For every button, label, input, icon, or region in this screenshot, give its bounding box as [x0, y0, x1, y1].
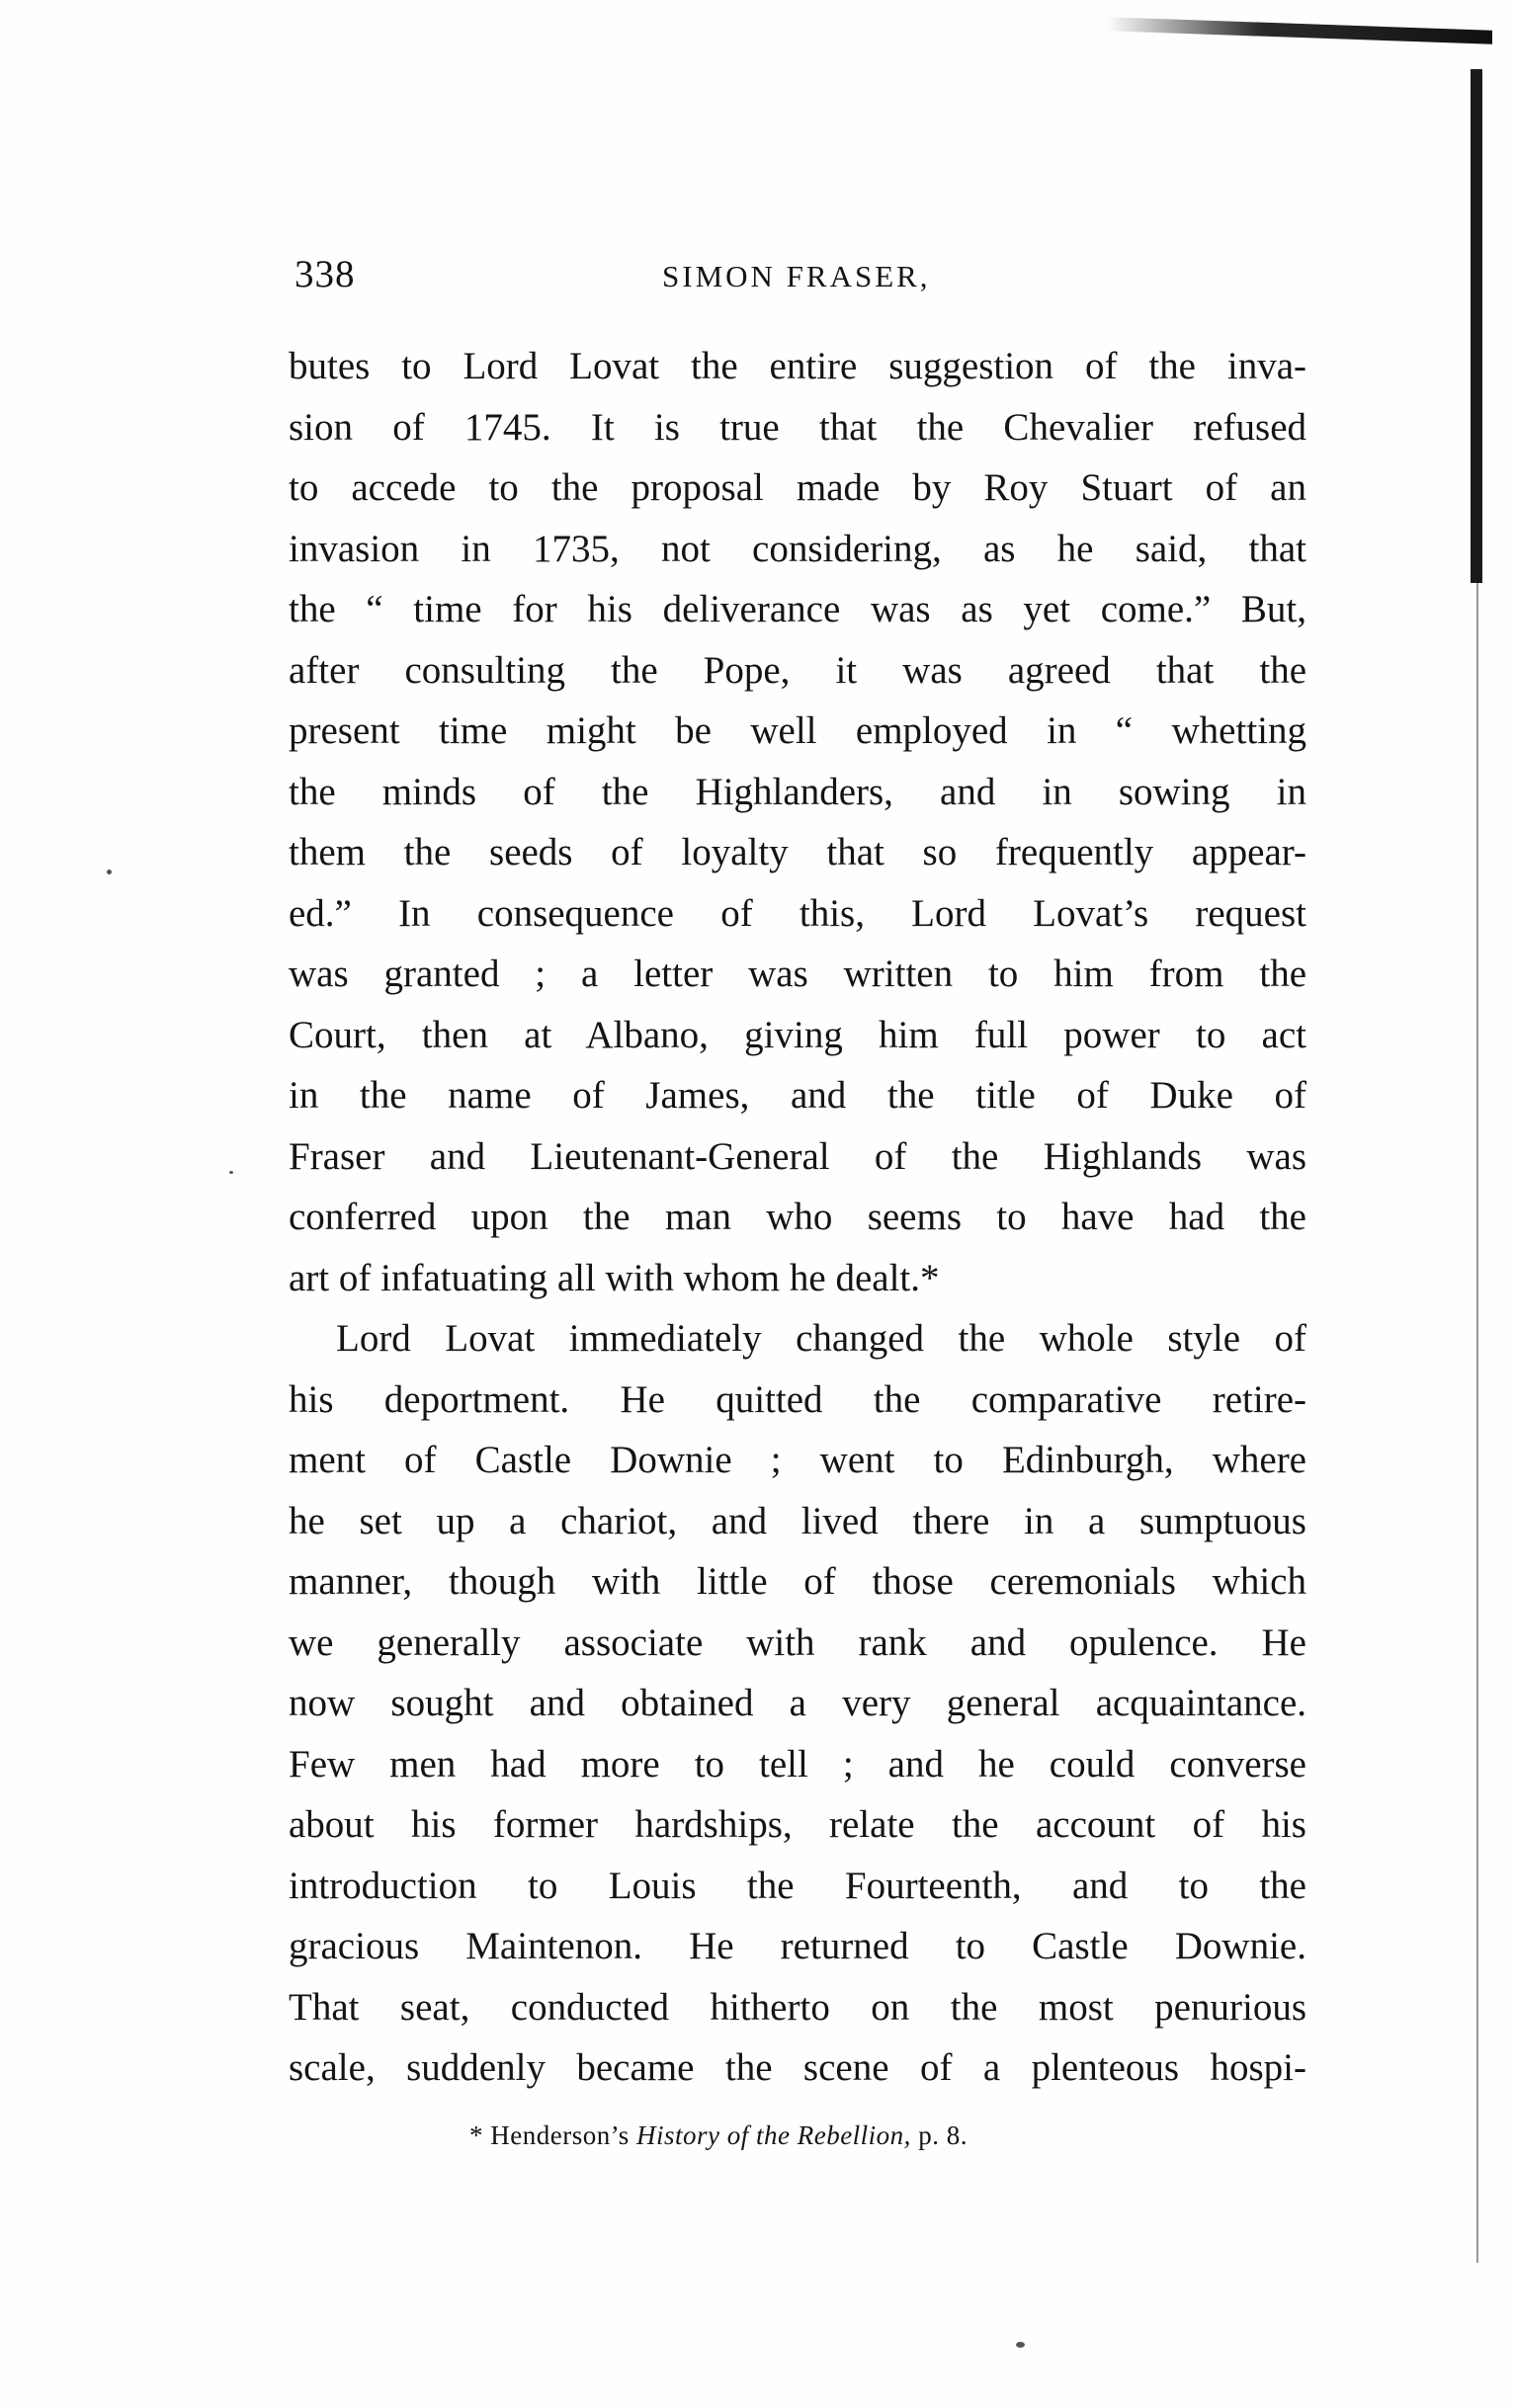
- text-line: ed.” In consequence of this, Lord Lovat’s request: [289, 891, 1306, 935]
- page-number: 338: [295, 253, 356, 295]
- text-line: Few men had more to tell ; and he could converse: [289, 1742, 1306, 1785]
- scan-speck: [229, 1171, 233, 1174]
- footnote-title: History of the Rebellion,: [635, 2120, 911, 2150]
- scan-speck: [1016, 2342, 1025, 2348]
- text-line: to accede to the proposal made by Roy Stuart of an: [289, 466, 1306, 509]
- footnote-page: p. 8.: [918, 2120, 968, 2150]
- text-line: in the name of James, and the title of Duke of: [289, 1074, 1306, 1117]
- text-line: conferred upon the man who seems to have had the: [289, 1196, 1306, 1238]
- text-line: he set up a chariot, and lived there in a sumptuous: [289, 1499, 1306, 1542]
- text-line: Fraser and Lieutenant-General of the Highlands was: [289, 1134, 1306, 1178]
- text-line: art of infatuating all with whom he dealt.*: [289, 1256, 940, 1299]
- text-line: his deportment. He quitted the comparative retire-: [289, 1377, 1306, 1421]
- body-text: [289, 336, 1306, 2099]
- text-line: them the seeds of loyalty that so frequently appear-: [289, 831, 1306, 873]
- text-line: the “ time for his deliverance was as yet come.” But,: [289, 588, 1306, 630]
- footnote-marker: *: [469, 2120, 483, 2150]
- text-line: scale, suddenly became the scene of a plenteous hospi-: [289, 2046, 1306, 2089]
- text-line: introduction to Louis the Fourteenth, and to the: [289, 1864, 1306, 1907]
- text-line: gracious Maintenon. He returned to Castle Downie.: [289, 1925, 1306, 1967]
- text-line: ment of Castle Downie ; went to Edinburgh, where: [289, 1439, 1306, 1481]
- footnote-author: Henderson’s: [490, 2120, 630, 2150]
- text-line: sion of 1745. It is true that the Chevalier refused: [289, 405, 1306, 449]
- running-head: SIMON FRASER,: [662, 259, 931, 293]
- text-line: was granted ; a letter was written to him from the: [289, 953, 1306, 995]
- text-line: That seat, conducted hitherto on the most penurious: [289, 1985, 1306, 2029]
- text-line: Lord Lovat immediately changed the whole style of: [336, 1317, 1306, 1360]
- paragraph-1: [289, 336, 1306, 1308]
- text-line: butes to Lord Lovat the entire suggestion of the inva-: [289, 345, 1306, 387]
- text-line: manner, though with little of those ceremonials which: [289, 1560, 1306, 1603]
- scan-edge-line-right: [1476, 583, 1478, 2263]
- text-line: now sought and obtained a very general acquaintance.: [289, 1682, 1306, 1724]
- text-line: about his former hardships, relate the account of his: [289, 1803, 1306, 1846]
- text-line: invasion in 1735, not considering, as he said, that: [289, 527, 1306, 570]
- text-line: the minds of the Highlanders, and in sowing in: [289, 770, 1306, 813]
- text-line: present time might be well employed in “ whetting: [289, 709, 1306, 752]
- page-header: [0, 0, 1515, 316]
- scan-speck: [107, 870, 112, 874]
- paragraph-2: [289, 1308, 1306, 2099]
- footnote: [469, 2120, 968, 2151]
- text-line: we generally associate with rank and opulence. He: [289, 1620, 1306, 1664]
- text-line: after consulting the Pope, it was agreed that the: [289, 648, 1306, 692]
- text-line: Court, then at Albano, giving him full power to act: [289, 1013, 1306, 1056]
